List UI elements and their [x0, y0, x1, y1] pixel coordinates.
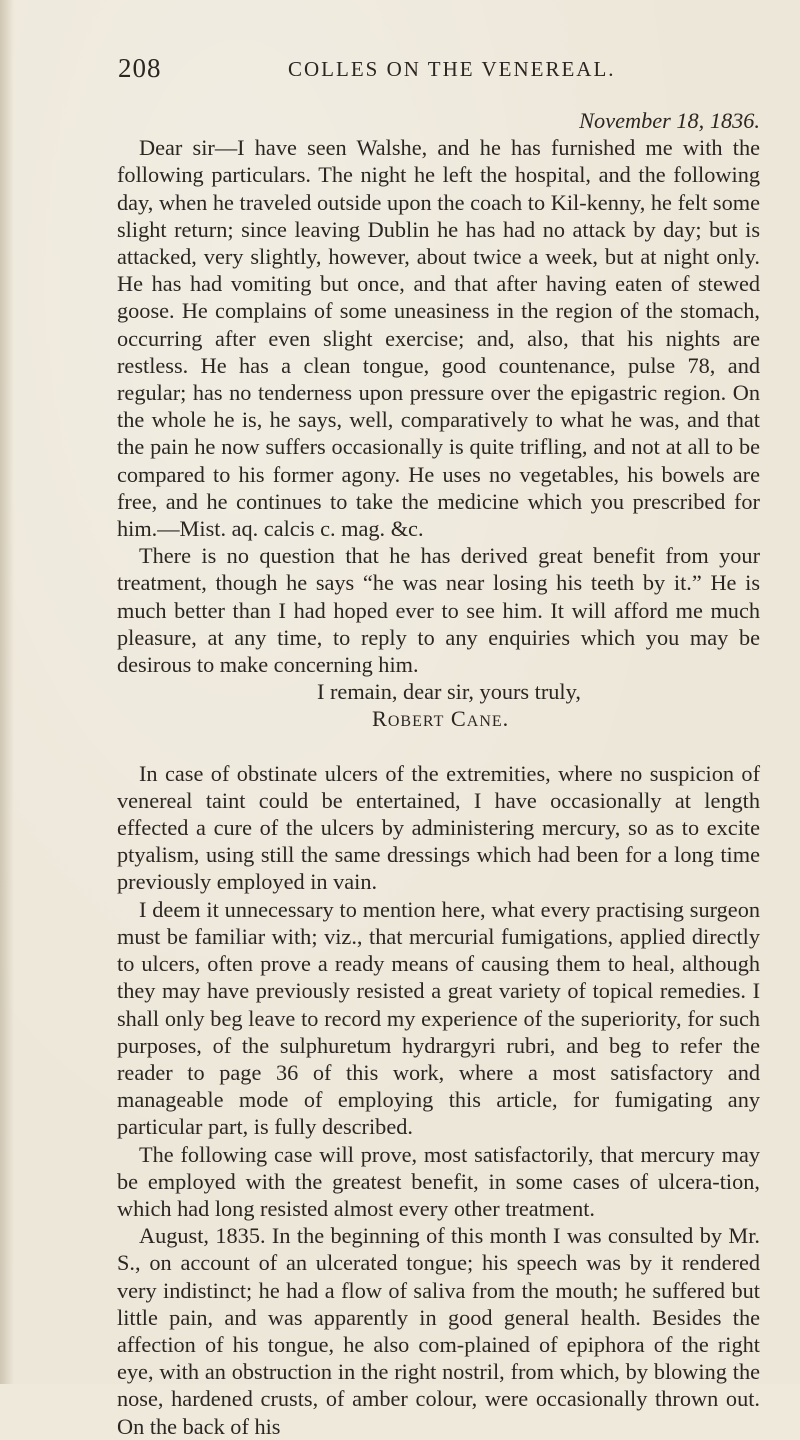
- page-gutter-shadow: [0, 0, 14, 1384]
- body-paragraph-3: The following case will prove, most satisfactorily, that mercury may be employed with the greatest benefit, in some cases of ulcera-tion, which had long resisted almost every other treatment.: [117, 1141, 760, 1221]
- body-paragraph-1: In case of obstinate ulcers of the extremities, where no suspicion of venereal taint could be entertained, I have occasionally at length effected a cure of the ulcers by administering mercury, so as to excite ptyalism, using still the same dressings which had been for a long time previously employed in vain.: [117, 760, 760, 895]
- page-number: 208: [118, 53, 162, 83]
- main-text: [117, 107, 760, 1440]
- letter-closing: I remain, dear sir, yours truly,: [317, 679, 581, 705]
- section-gap: [117, 733, 760, 760]
- body-paragraph-4: August, 1835. In the beginning of this month I was consulted by Mr. S., on account of an ulcerated tongue; his speech was by it rendered very indistinct; he had a flow of saliva from the mouth; he suffered but little pain, and was apparently in good general health. Besides the affection of his tongue, he also com-plained of epiphora of the right eye, with an obstruction in the right nostril, from which, by blowing the nose, hardened crusts, of amber colour, were occasionally thrown out. On the back of his: [117, 1223, 760, 1439]
- letter-date: November 18, 1836.: [579, 108, 760, 133]
- body-paragraph-2: I deem it unnecessary to mention here, what every practising surgeon must be familiar with; viz., that mercurial fumigations, applied directly to ulcers, often prove a ready means of causing them to heal, although they may have previously resisted a great variety of topical remedies. I shall only beg leave to record my experience of the superiority, for such purposes, of the sulphuretum hydrargyri rubri, and beg to refer the reader to page 36 of this work, where a most satisfactory and manageable mode of employing this article, for fumigating any particular part, is fully described.: [117, 896, 760, 1140]
- letter-signature: Robert Cane.: [372, 706, 510, 732]
- letter-paragraph-1: Dear sir—I have seen Walshe, and he has furnished me with the following particulars. The night he left the hospital, and the following day, when he traveled outside upon the coach to Kil-kenny, he felt some slight return; since leaving Dublin he has had no attack by day; but is attacked, very slightly, however, about twice a week, but at night only. He has had vomiting but once, and that after having eaten of stewed goose. He complains of some uneasiness in the region of the stomach, occurring after even slight exercise; and, also, that his nights are restless. He has a clean tongue, good countenance, pulse 78, and regular; has no tenderness upon pressure over the epigastric region. On the whole he is, he says, well, comparatively to what he was, and that the pain he now suffers occasionally is quite trifling, and not at all to be compared to his former agony. He uses no vegetables, his bowels are free, and he continues to take the medicine which you prescribed for him.—Mist. aq. calcis c. mag. &c.: [117, 135, 760, 542]
- page-header: [118, 53, 758, 87]
- letter-paragraph-2: There is no question that he has derived great benefit from your treatment, though he says “he was near losing his teeth by it.” He is much better than I had hoped ever to see him. It will afford me much pleasure, at any time, to reply to any enquiries which you may be desirous to make concerning him.: [117, 543, 760, 678]
- running-title: COLLES ON THE VENEREAL.: [288, 57, 616, 81]
